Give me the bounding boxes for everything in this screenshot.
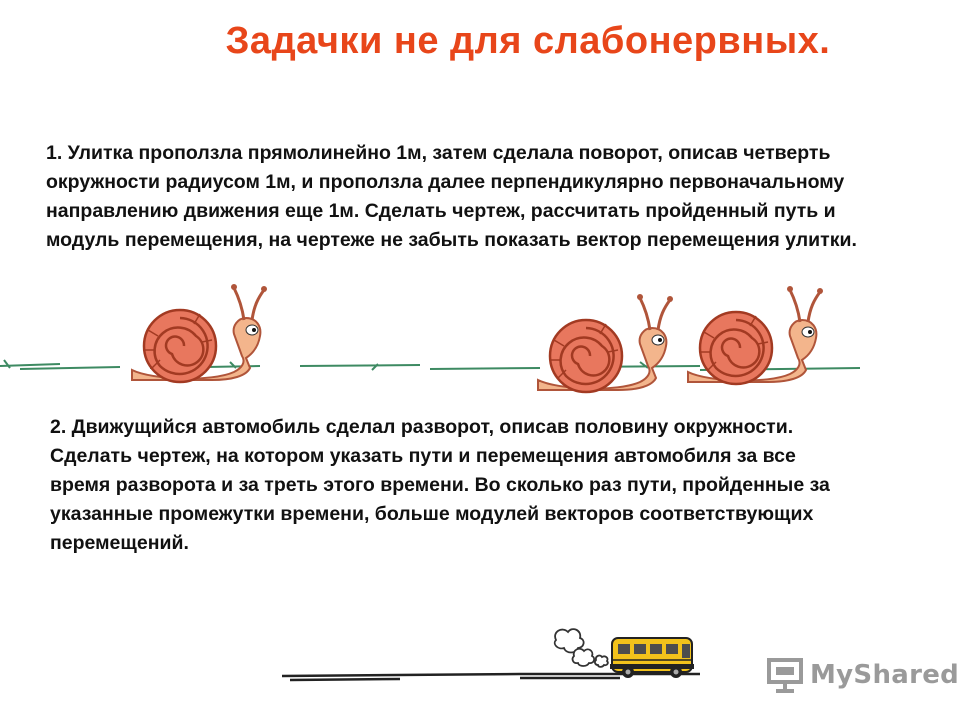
watermark-text: MyShared xyxy=(810,660,960,690)
watermark-logo xyxy=(766,655,959,695)
slide-title: Задачки не для слабонервных. xyxy=(225,20,831,62)
snail-icon xyxy=(132,284,267,382)
presentation-screen-icon xyxy=(766,657,804,693)
task-1-text: 1. Улитка проползла прямолинейно 1м, затем сделала поворот, описав четверть окружности радиусом 1м, и проползла далее перпендикулярно первоначальному направлению движения еще 1м. Сделать чертеж, рассчитать пройденный путь и модуль перемещения, на чертеже не забыть показать вектор перемещения улитки. xyxy=(46,142,857,251)
road-line xyxy=(282,674,700,680)
snail-icon xyxy=(688,286,823,384)
bus-icon xyxy=(610,638,694,678)
snail-icon xyxy=(538,294,673,392)
grass-line xyxy=(0,360,860,370)
task-2-text: 2. Движущийся автомобиль сделал разворот, описав половину окружности. Сделать чертеж, на котором указать пути и перемещения автомобиля за все время разворота и за треть этого времени. Во сколько раз пути, пройденные за указанные промежутки времени, больше модулей векторов соответствующих перемещений. xyxy=(50,416,830,554)
exhaust-cloud-icon xyxy=(555,629,608,667)
